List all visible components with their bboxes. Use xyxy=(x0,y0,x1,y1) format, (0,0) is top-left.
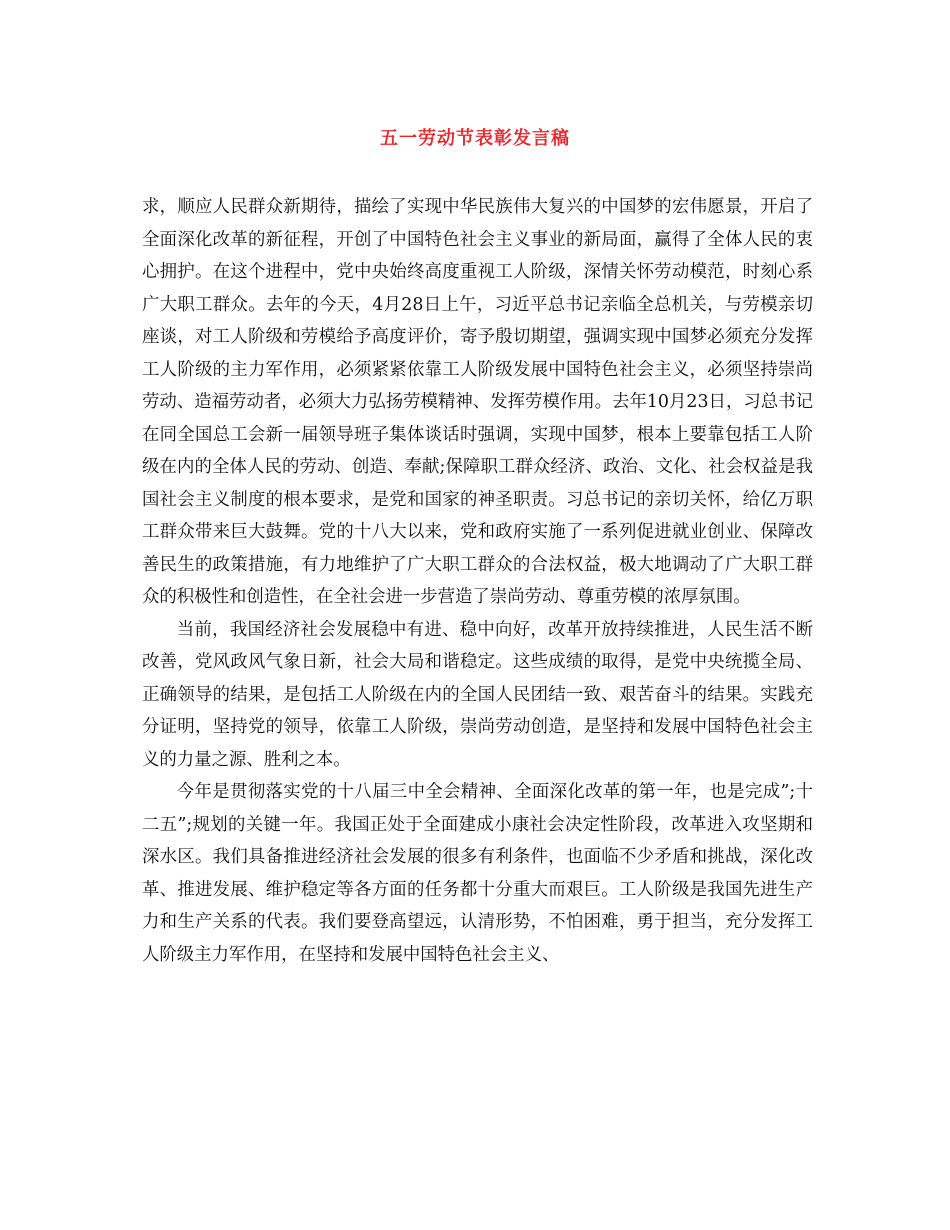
document-title: 五一劳动节表彰发言稿 xyxy=(380,128,570,149)
paragraph-1: 求，顺应人民群众新期待，描绘了实现中华民族伟大复兴的中国梦的宏伟愿景，开启了全面深化改革的新征程，开创了中国特色社会主义事业的新局面，赢得了全体人民的衷心拥护。在这个进程中，党中央始终高度重视工人阶级，深情关怀劳动模范，时刻心系广大职工群众。去年的今天，4月28日上午，习近平总书记亲临全总机关，与劳模亲切座谈，对工人阶级和劳模给予高度评价，寄予殷切期望，强调实现中国梦必须充分发挥工人阶级的主力军作用，必须紧紧依靠工人阶级发展中国特色社会主义，必须坚持崇尚劳动、造福劳动者，必须大力弘扬劳模精神、发挥劳模作用。去年10月23日，习总书记在同全国总工会新一届领导班子集体谈话时强调，实现中国梦，根本上要靠包括工人阶级在内的全体人民的劳动、创造、奉献;保障职工群众经济、政治、文化、社会权益是我国社会主义制度的根本要求，是党和国家的神圣职责。习总书记的亲切关怀，给亿万职工群众带来巨大鼓舞。党的十八大以来，党和政府实施了一系列促进就业创业、保障改善民生的政策措施，有力地维护了广大职工群众的合法权益，极大地调动了广大职工群众的积极性和创造性，在全社会进一步营造了崇尚劳动、尊重劳模的浓厚氛围。 xyxy=(142,197,813,607)
document-body xyxy=(142,191,813,971)
paragraph-3: 今年是贯彻落实党的十八届三中全会精神、全面深化改革的第一年，也是完成”;十二五”;规划的关键一年。我国正处于全面建成小康社会决定性阶段，改革进入攻坚期和深水区。我们具备推进经济社会发展的很多有利条件，也面临不少矛盾和挑战，深化改革、推进发展、维护稳定等各方面的任务都十分重大而艰巨。工人阶级是我国先进生产力和生产关系的代表。我们要登高望远，认清形势，不怕困难，勇于担当，充分发挥工人阶级主力军作用，在坚持和发展中国特色社会主义、 xyxy=(142,782,813,965)
paragraph-2: 当前，我国经济社会发展稳中有进、稳中向好，改革开放持续推进，人民生活不断改善，党风政风气象日新，社会大局和谐稳定。这些成绩的取得，是党中央统揽全局、正确领导的结果，是包括工人阶级在内的全国人民团结一致、艰苦奋斗的结果。实践充分证明，坚持党的领导，依靠工人阶级，崇尚劳动创造，是坚持和发展中国特色社会主义的力量之源、胜利之本。 xyxy=(142,619,813,770)
